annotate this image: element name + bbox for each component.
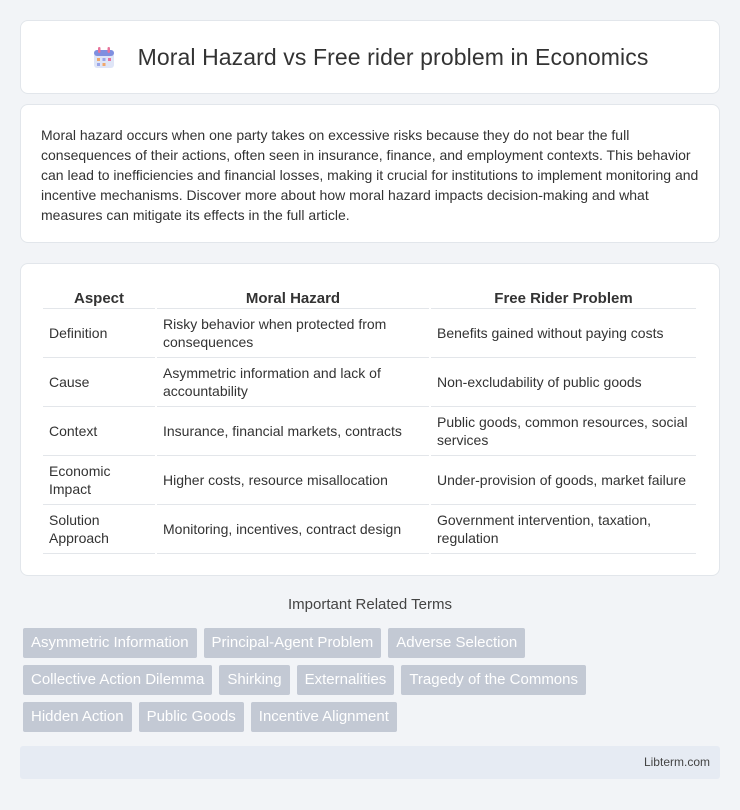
table-cell: Higher costs, resource misallocation [157, 456, 429, 505]
related-term-tag[interactable]: Collective Action Dilemma [23, 665, 212, 695]
intro-text: Moral hazard occurs when one party takes on excessive risks because they do not bear the full consequences of their actions, often seen in insurance, finance, and employment contexts. This behavior can lead to inefficiencies and financial losses, making it crucial for institutions to implement monitoring and incentive mechanisms. Discover more about how moral hazard impacts decision-making and what measures can mitigate its effects in the full article. [41, 127, 699, 223]
comparison-card [20, 263, 720, 576]
related-terms [23, 628, 723, 739]
related-terms-title: Important Related Terms [288, 596, 452, 613]
table-cell: Context [43, 407, 155, 456]
table-cell: Economic Impact [43, 456, 155, 505]
calendar-icon [92, 46, 116, 70]
related-term-tag[interactable]: Principal-Agent Problem [204, 628, 382, 658]
tag-row [23, 665, 723, 695]
table-cell: Insurance, financial markets, contracts [157, 407, 429, 456]
table-cell: Solution Approach [43, 505, 155, 554]
related-term-tag[interactable]: Externalities [297, 665, 395, 695]
related-term-tag[interactable]: Asymmetric Information [23, 628, 197, 658]
intro-card [20, 104, 720, 243]
table-header-row [43, 284, 696, 309]
column-header: Moral Hazard [157, 284, 429, 309]
related-term-tag[interactable]: Tragedy of the Commons [401, 665, 586, 695]
table-cell: Cause [43, 358, 155, 407]
page-title: Moral Hazard vs Free rider problem in Economics [137, 43, 649, 70]
related-term-tag[interactable]: Public Goods [139, 702, 244, 732]
site-link[interactable]: Libterm.com [643, 755, 710, 769]
table-cell: Benefits gained without paying costs [431, 309, 696, 358]
table-row [43, 309, 696, 358]
table-cell: Non-excludability of public goods [431, 358, 696, 407]
table-cell: Definition [43, 309, 155, 358]
column-header: Aspect [43, 284, 155, 309]
tag-row [23, 628, 723, 658]
table-row [43, 456, 696, 505]
table-cell: Under-provision of goods, market failure [431, 456, 696, 505]
related-term-tag[interactable]: Hidden Action [23, 702, 132, 732]
related-term-tag[interactable]: Shirking [219, 665, 289, 695]
table-cell: Government intervention, taxation, regulation [431, 505, 696, 554]
tag-row [23, 702, 723, 732]
table-row [43, 505, 696, 554]
related-term-tag[interactable]: Adverse Selection [388, 628, 525, 658]
related-term-tag[interactable]: Incentive Alignment [251, 702, 397, 732]
header-card [20, 20, 720, 94]
table-cell: Risky behavior when protected from consequences [157, 309, 429, 358]
column-header: Free Rider Problem [431, 284, 696, 309]
footer [20, 746, 720, 779]
table-cell: Public goods, common resources, social services [431, 407, 696, 456]
table-cell: Monitoring, incentives, contract design [157, 505, 429, 554]
table-row [43, 358, 696, 407]
comparison-table [41, 284, 698, 554]
table-cell: Asymmetric information and lack of accountability [157, 358, 429, 407]
table-row [43, 407, 696, 456]
